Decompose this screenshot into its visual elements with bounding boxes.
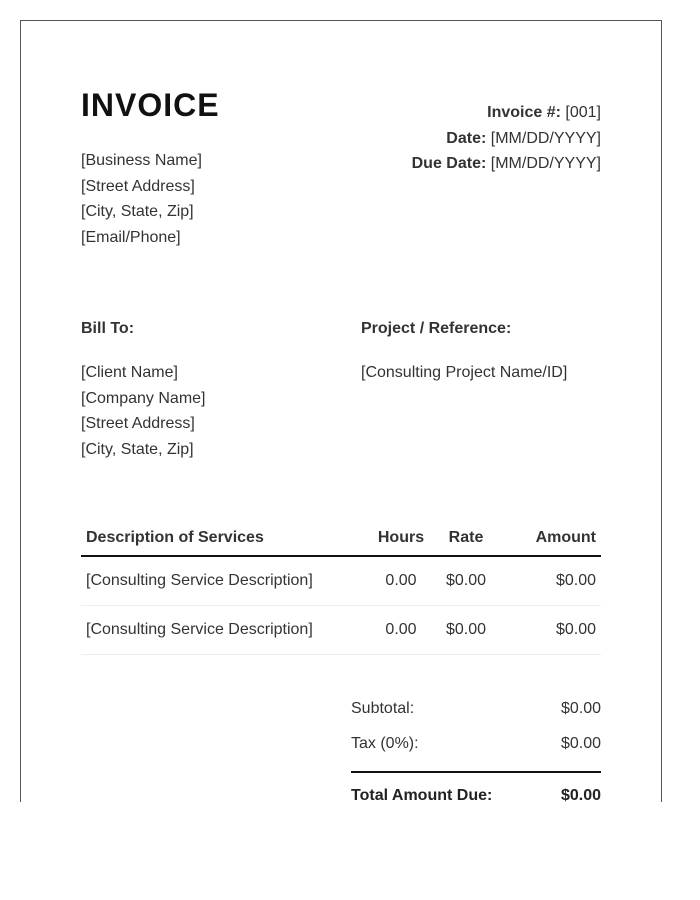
header-amount: Amount bbox=[501, 521, 601, 556]
invoice-due-value: [MM/DD/YYYY] bbox=[490, 155, 601, 172]
table-row bbox=[81, 556, 601, 605]
table-header-row bbox=[81, 521, 601, 556]
tax-row bbox=[351, 726, 601, 761]
subtotal-row bbox=[351, 691, 601, 726]
invoice-date-value: [MM/DD/YYYY] bbox=[490, 129, 601, 147]
row-amount: $0.00 bbox=[501, 605, 601, 654]
client-street: [Street Address] bbox=[81, 415, 195, 432]
row-description: [Consulting Service Description] bbox=[81, 605, 371, 654]
business-contact: [Email/Phone] bbox=[81, 228, 181, 246]
row-hours: 0.00 bbox=[371, 556, 431, 605]
project-value: [Consulting Project Name/ID] bbox=[361, 364, 568, 381]
total-label: Total Amount Due: bbox=[351, 787, 493, 802]
client-name: [Client Name] bbox=[81, 364, 178, 381]
total-value: $0.00 bbox=[560, 787, 601, 802]
row-amount: $0.00 bbox=[501, 556, 601, 605]
client-city: [City, State, Zip] bbox=[81, 440, 194, 458]
invoice-page bbox=[20, 20, 662, 802]
business-name: [Business Name] bbox=[81, 152, 202, 169]
client-company: [Company Name] bbox=[81, 389, 206, 407]
row-rate: $0.00 bbox=[431, 605, 501, 654]
total-row bbox=[351, 771, 601, 802]
project-section bbox=[361, 320, 601, 386]
bill-to-section bbox=[81, 320, 341, 462]
row-rate: $0.00 bbox=[431, 556, 501, 605]
business-street: [Street Address] bbox=[81, 177, 195, 195]
services-table bbox=[81, 521, 601, 655]
header-hours: Hours bbox=[371, 521, 431, 556]
totals-section bbox=[351, 691, 601, 802]
row-hours: 0.00 bbox=[371, 605, 431, 654]
invoice-date-label: Date: bbox=[446, 129, 487, 147]
header-description: Description of Services bbox=[81, 521, 371, 556]
table-row bbox=[81, 605, 601, 654]
bill-to-address bbox=[81, 360, 341, 462]
invoice-number-value: [001] bbox=[565, 104, 601, 121]
tax-value: $0.00 bbox=[560, 734, 601, 752]
invoice-title: INVOICE bbox=[81, 87, 220, 123]
tax-label: Tax (0%): bbox=[351, 734, 419, 752]
invoice-date-row bbox=[341, 126, 601, 152]
business-address bbox=[81, 148, 202, 250]
invoice-meta bbox=[341, 100, 601, 177]
bill-to-label: Bill To: bbox=[81, 320, 135, 337]
invoice-due-label: Due Date: bbox=[411, 155, 487, 172]
subtotal-value: $0.00 bbox=[560, 699, 601, 717]
invoice-due-row bbox=[341, 151, 601, 177]
invoice-number-row bbox=[341, 100, 601, 126]
business-city: [City, State, Zip] bbox=[81, 203, 194, 220]
row-description: [Consulting Service Description] bbox=[81, 556, 371, 605]
invoice-number-label: Invoice #: bbox=[487, 104, 561, 121]
header-rate: Rate bbox=[431, 521, 501, 556]
subtotal-label: Subtotal: bbox=[351, 699, 415, 717]
project-label: Project / Reference: bbox=[361, 320, 512, 337]
